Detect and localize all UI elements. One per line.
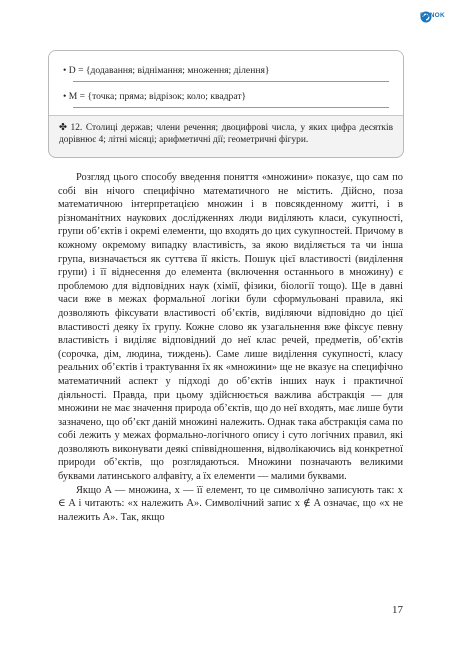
set-m-line — [63, 91, 389, 102]
page-number: 17 — [392, 604, 403, 616]
main-text — [58, 171, 403, 524]
exercise-12-text: ✤ 12. Столиці держав; члени речення; двоцифрові числа, у яких цифра десятків дорівнює 4; літні місяці; арифметичні дії; геометричні фігури. — [59, 123, 393, 145]
set-m-text: • M = {точка; пряма; відрізок; коло; квадрат} — [63, 91, 247, 102]
answer-rule-2 — [63, 104, 389, 114]
logo-text: RANOK — [420, 12, 445, 19]
paragraph-1: Розгляд цього способу введення поняття «множини» показує, що сам по собі він нічого специфічно математичного не містить. Дійсно, поза математичною інтерпретацією множин і в повсякденному житті, і в різноманітних наукових дослідженнях люди виділяють класи, сукупності, групи об’єктів і окремі елементи, що входять до цих сукупностей. Причому в кожному окремому випадку властивість, за якою виділяється та чи інша група, визначається як суттєва її якість. Пошук цієї властивості (виділення групи) і її віднесення до елемента (включення останнього в множину) є проблемою для відповідних наук (хімії, фізики, біології тощо). Ще в давні часи вже в межах формальної логіки були сформульовані правила, які дозволяють фіксувати властивості об’єктів, виділяючи відповідно до цієї властивості деяку їх групу. Кожне слово як узагальнення вже фіксує певну властивість і виділяє відповідний до неї клас речей, предметів, об’єктів (сорочка, дім, людина, тиждень). Саме лише виділення сукупності, класу реальних об’єктів і трактування їх як «множини» ще не вказує на специфічно математичний аспект у підході до об’єктів інших наук і практичної діяльності. Правда, при цьому здійснюється важлива абстракція — для множини не має значення природа об’єктів, що до неї входять, має лише бути зазначено, що об’єкт даній множині належить. Однак така абстракція сама по собі лежить у межах формально-логічного опису і суто логічних правил, які дозволяють виконувати деякі співвідношення, відволікаючись від конкретної природи об’єктів, що розглядаються. Множини позначають великими буквами латинського алфавіту, а їх елементи — малими буквами. — [58, 172, 403, 483]
publisher-logo — [409, 10, 443, 24]
answer-rule-1 — [63, 78, 389, 88]
paragraph-2: Якщо A — множина, x — її елемент, то це символічно записують так: x ∈ A і читають: «x належить A». Символічний запис x ∉ A означає, що «x не належить A». Так, якщо — [58, 484, 403, 523]
exercise-answer-area — [49, 51, 403, 116]
set-d-text: • D = {додавання; віднімання; множення; ділення} — [63, 65, 270, 76]
exercise-box — [48, 50, 404, 158]
set-d-line — [63, 65, 389, 76]
